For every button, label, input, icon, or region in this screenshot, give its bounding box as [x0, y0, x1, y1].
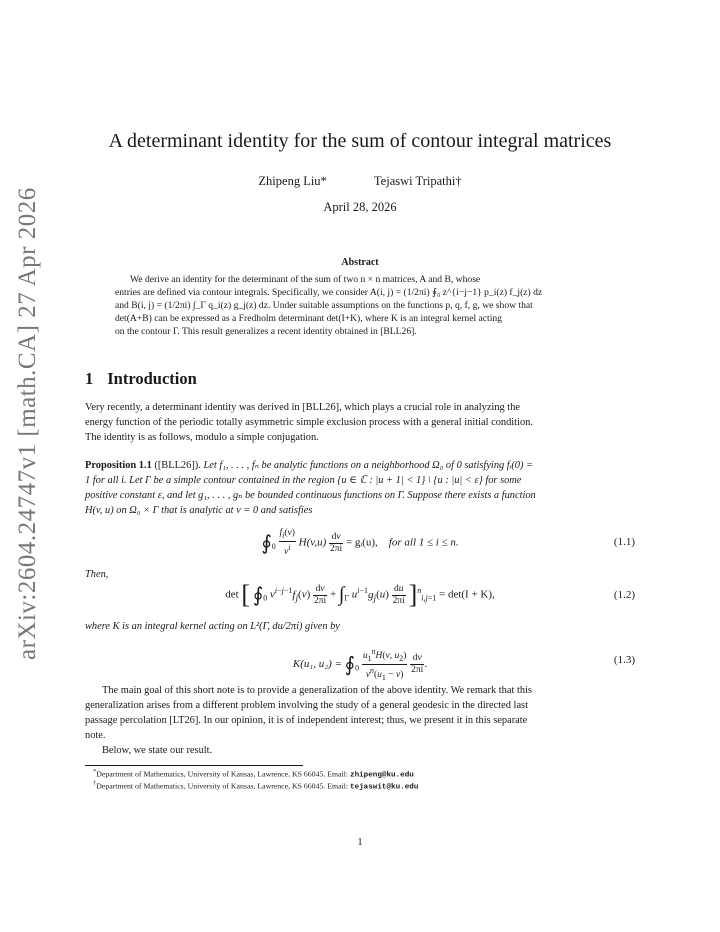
text-line: generalization arises from a different problem involving the study of a general geodesic in the directed last [85, 700, 528, 711]
fraction: $\frac{f_i(v)}{v^i}$ [279, 528, 295, 558]
abstract-line: and B(i, j) = (1/2πi) ∫_Γ q_i(z) g_j(z) dz. Under suitable assumptions on the functions p, q, f, g, we show that [115, 300, 533, 311]
footnote-rule [85, 765, 303, 766]
footnote-text: Department of Mathematics, University of Kansas, Lawrence, KS 66045. Email: [96, 769, 351, 779]
text-line: Let f₁, . . . , fₙ be analytic functions on a neighborhood Ω₀ of 0 satisfying fᵢ(0) = [203, 460, 534, 471]
det-symbol: det [225, 588, 239, 601]
author-1: Zhipeng Liu* [258, 174, 327, 188]
main-paragraph [85, 683, 635, 758]
arxiv-identifier: arXiv:2604.24747v1 [math.CA] 27 Apr 2026 [14, 187, 41, 660]
footnote-2 [93, 780, 418, 792]
equation-1-1: $∮_0$ $\frac{f_i(v)}{v^i}$ H(v,u) $\frac{dv}{2\pi i}$ = gᵢ(u), for all 1 ≤ i ≤ n. (1.1) [261, 528, 635, 558]
page-number: 1 [357, 837, 363, 848]
abstract-line: entries are defined via contour integrals. Specifically, we consider A(i, j) = (1/2πi) ∮₀ z^{i−j−1} p_i(z) f_j(z) dz [115, 287, 543, 298]
paper-date: April 28, 2026 [323, 200, 397, 214]
fraction: $\frac{dv}{2\pi i}$ [330, 531, 343, 554]
abstract-heading: Abstract [341, 257, 379, 268]
text-line: positive constant ε, and let g₁, . . . , gₙ be bounded continuous functions on Γ. Suppose there exists a function [85, 490, 536, 501]
text-line: Very recently, a determinant identity was derived in [BLL26], which plays a crucial role in analyzing the [85, 402, 520, 413]
abstract-line: We derive an identity for the determinant of the sum of two n × n matrices, A and B, whose [130, 274, 481, 285]
abstract-line: on the contour Γ. This result generalizes a recent identity obtained in [BLL26]. [115, 326, 417, 337]
equation-1-2: det [ $∮_0$ $v^{i-j-1}f_j(v)$ $\frac{dv}{2\pi i}$ + $\int_\Gamma$ $u^{i-1}g_j(u)$ $\frac{du}{2\pi i}$ ]$^n_{i,j=1}$ = det(I + K), (1.2) [225, 580, 635, 609]
equation-1-3: K(u₁, $u_2) = ∮_0$ $\frac{u_1^nH(v, u_2)}{v^n(u_1 - v)}$ $\frac{dv}{2\pi i}$ . (1.3) [292, 647, 635, 683]
author-list [0, 174, 720, 189]
eq-condition: for all 1 ≤ i ≤ n. [388, 536, 459, 549]
email-link[interactable]: tejaswit@ku.edu [350, 783, 419, 792]
footnote-mark: * [93, 768, 97, 775]
equation-label: (1.3) [613, 654, 635, 666]
proposition-block [85, 458, 635, 518]
footnote-text: Department of Mathematics, University of Kansas, Lawrence, KS 66045. Email: [96, 781, 351, 791]
proposition-label: Proposition 1.1 [85, 460, 152, 471]
where-text [85, 619, 635, 634]
footnote-1 [93, 768, 414, 780]
text-line: note. [85, 730, 106, 741]
text-line: H(v, u) on Ω₀ × Γ that is analytic at v = 0 and satisfies [85, 505, 313, 516]
text-line: passage percolation [LT26]. In our opinion, it is of independent interest; thus, we present it in this separate [85, 715, 528, 726]
contour-integral-symbol: ∮ [261, 532, 272, 555]
section-heading [85, 369, 197, 389]
then-word: Then, [85, 569, 109, 580]
eq-term: = det(I + K), [438, 588, 495, 601]
section-title: Introduction [107, 369, 197, 388]
abstract-line: det(A+B) can be expressed as a Fredholm determinant det(I+K), where K is an integral kernel acting [115, 313, 502, 324]
text-line: The identity is as follows, modulo a simple conjugation. [85, 432, 319, 443]
eq-term: K(u₁, u₂) = [292, 658, 342, 671]
author-2: Tejaswi Tripathi† [373, 174, 462, 188]
text-line: The main goal of this short note is to provide a generalization of the above identity. We remark that this [102, 685, 532, 696]
proposition-cite: ([BLL26]). [154, 460, 201, 471]
eq-term: = gᵢ(u), [345, 536, 378, 549]
paper-title: A determinant identity for the sum of contour integral matrices [108, 130, 612, 152]
equation-label: (1.1) [613, 536, 635, 548]
where-line: where K is an integral kernel acting on L²(Γ, du/2πi) given by [85, 621, 340, 632]
abstract-body [115, 273, 607, 338]
email-link[interactable]: zhipeng@ku.edu [350, 771, 414, 780]
footnote-mark: † [93, 780, 97, 787]
text-line: 1 for all i. Let Γ be a simple contour contained in the region {u ∈ ℂ : |u + 1| < 1} \ {u : |u| < ε} for some [85, 475, 522, 486]
section-number: 1 [85, 369, 94, 388]
text-line: Below, we state our result. [102, 745, 213, 756]
equation-label: (1.2) [613, 589, 635, 601]
intro-paragraph [85, 400, 635, 445]
eq-term: H(v,u) [298, 536, 327, 549]
text-line: energy function of the periodic totally asymmetric simple exclusion process with a general initial condition. [85, 417, 533, 428]
